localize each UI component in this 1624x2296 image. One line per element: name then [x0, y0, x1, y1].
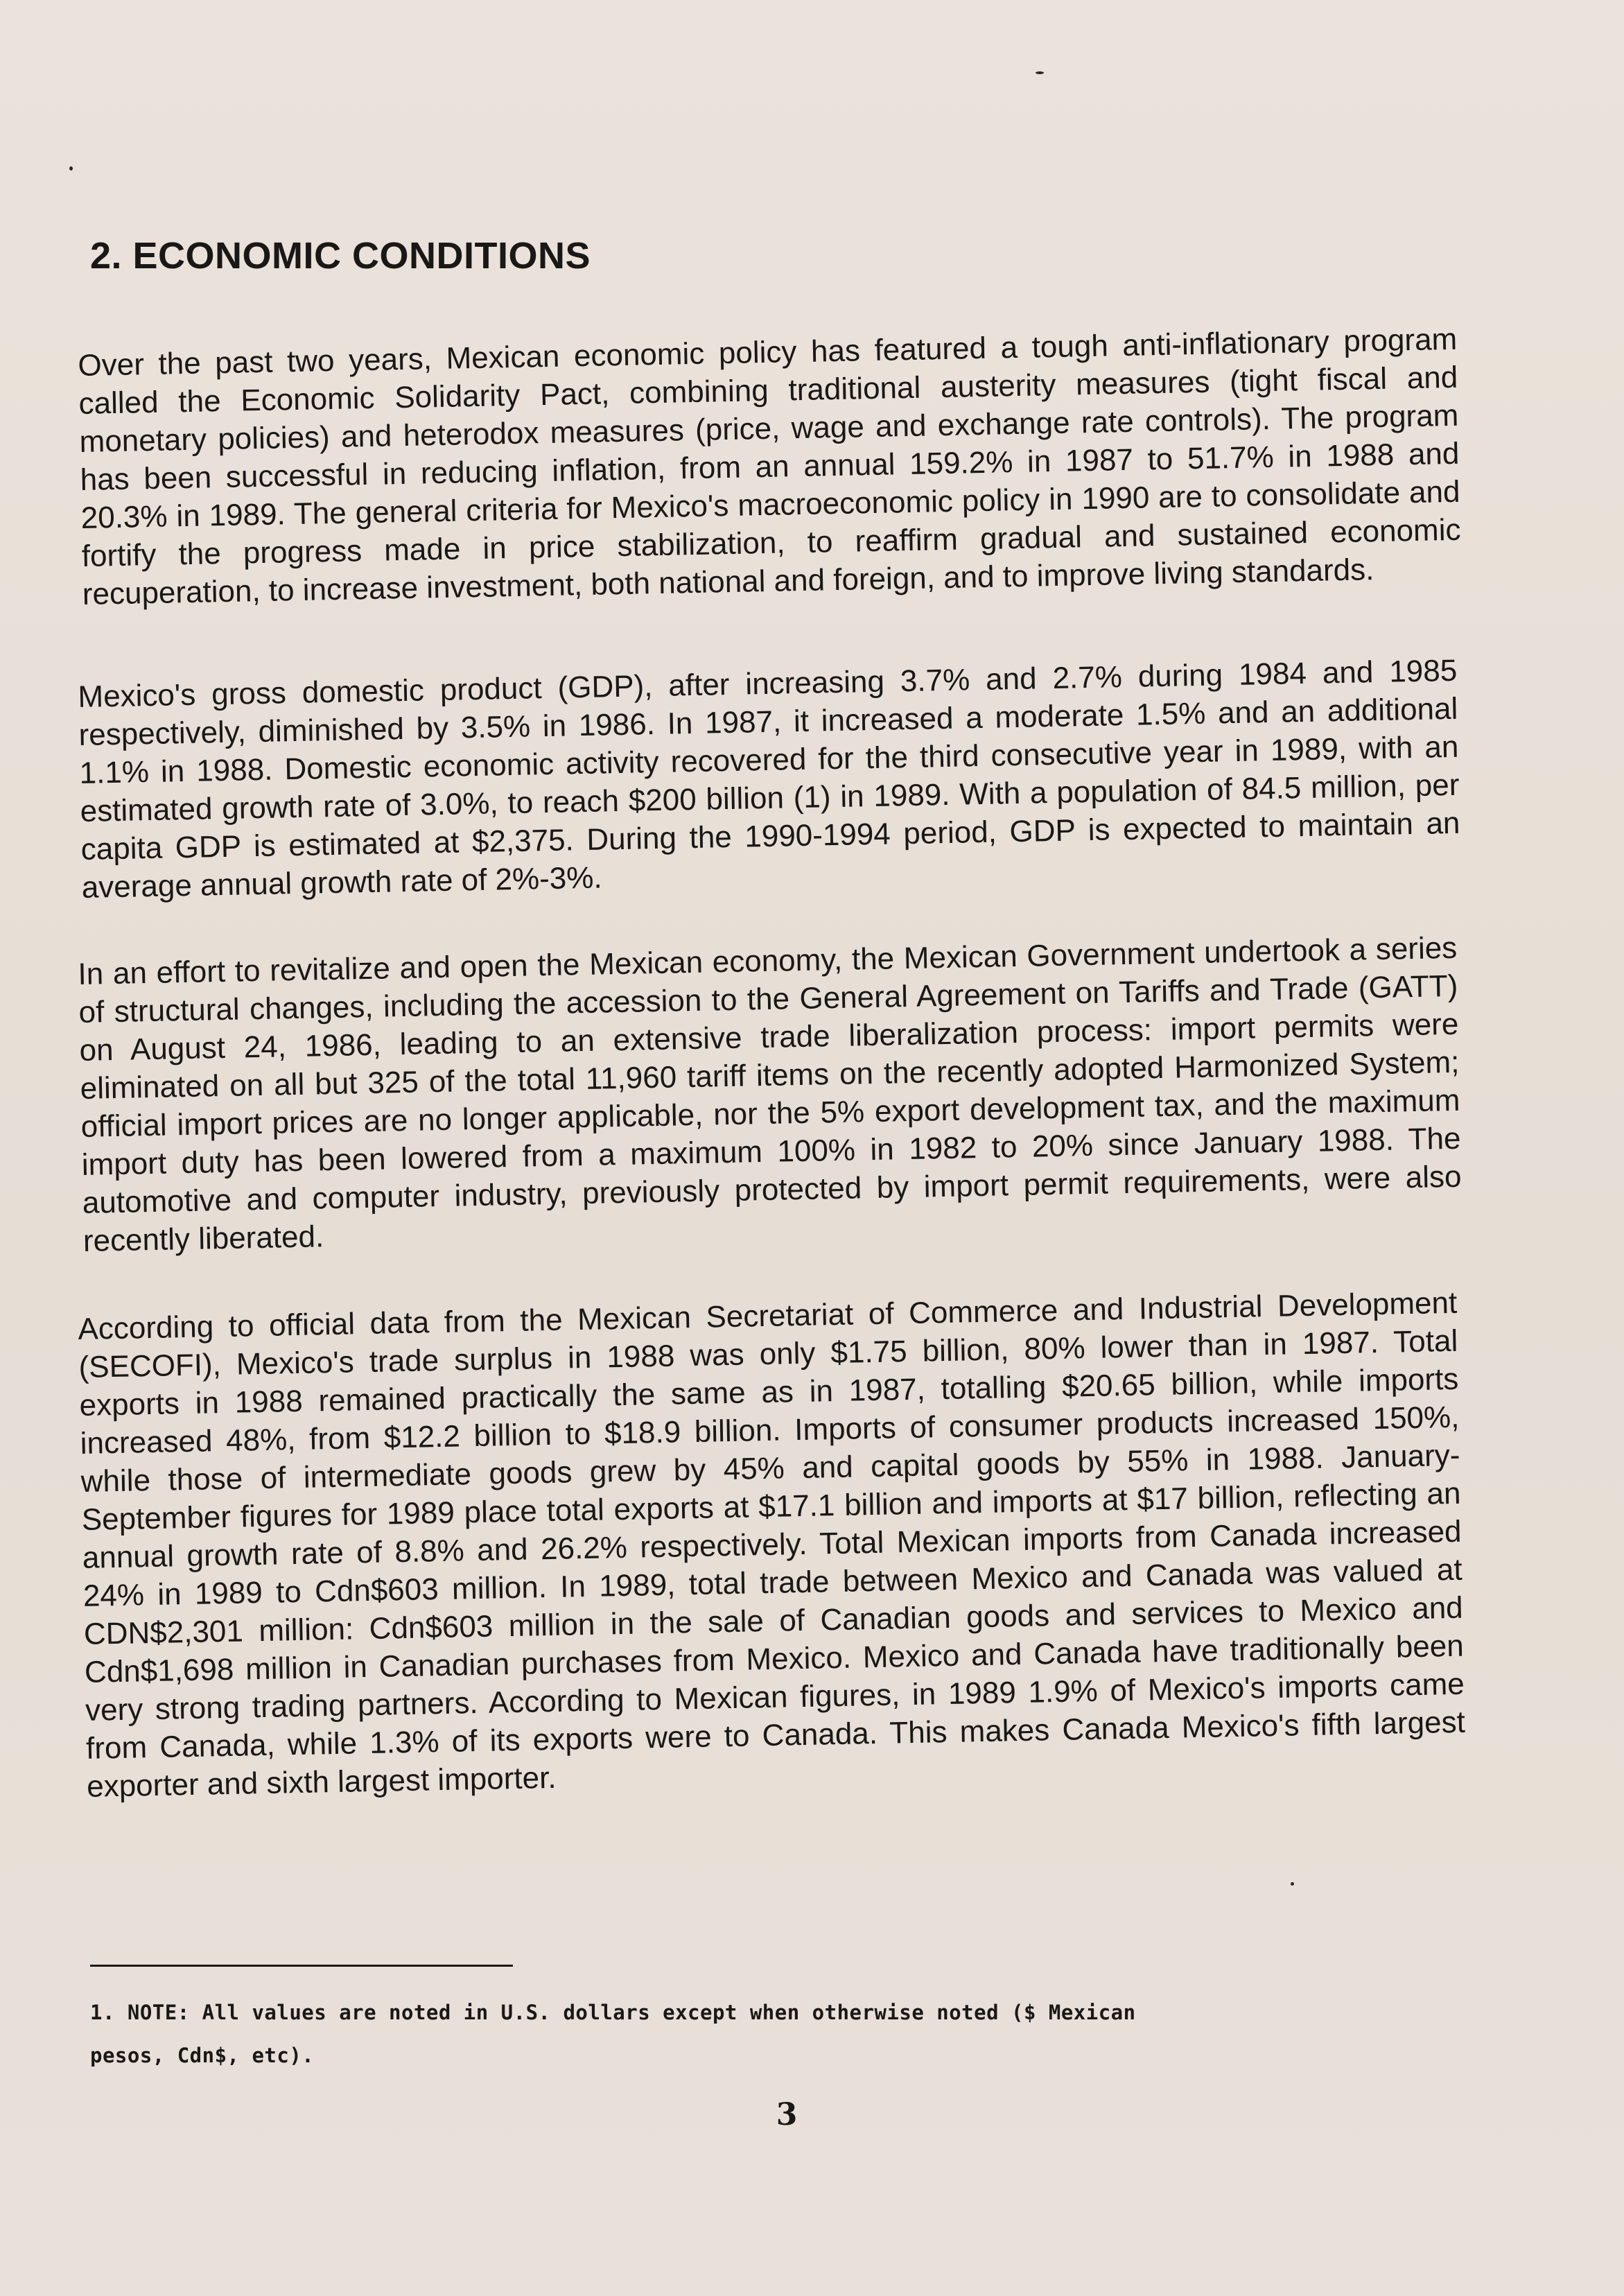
footnote-divider	[90, 1965, 513, 1967]
scan-speck	[69, 166, 73, 171]
footnote: 1. NOTE: All values are noted in U.S. dollars except when otherwise noted ($ Mexican pesos, Cdn$, etc).	[90, 2001, 1136, 2067]
paragraph-trade-balance: According to official data from the Mexican Secretariat of Commerce and Industrial Development (SECOFI), Mexico's trade surplus in 1988 was only $1.75 billion, 80% lower than in 1987. Total exports in 1988 remained practically the same as in 1987, totalling $20.65 billion, while imports increased 48%, from $12.2 billion to $18.9 billion. Imports of consumer products increased 150%, while those of intermediate goods grew by 45% and capital goods by 55% in 1988. January-September figures for 1989 place total exports at $17.1 billion and imports at $17 billion, reflecting an annual growth rate of 8.8% and 26.2% respectively. Total Mexican imports from Canada increased 24% in 1989 to Cdn$603 million. In 1989, total trade between Mexico and Canada was valued at CDN$2,301 million: Cdn$603 million in the sale of Canadian goods and services to Mexico and Cdn$1,698 million in Canadian purchases from Mexico. Mexico and Canada have traditionally been very strong trading partners. According to Mexican figures, in 1989 1.9% of Mexico's imports came from Canada, while 1.3% of its exports were to Canada. This makes Canada Mexico's fifth largest exporter and sixth largest importer.	[78, 1285, 1466, 1804]
paragraph-trade-liberalization: In an effort to revitalize and open the Mexican economy, the Mexican Government undertook a series of structural changes, including the accession to the General Agreement on Tariffs and Trade (GATT) on August 24, 1986, leading to an extensive trade liberalization process: import permits were eliminated on all but 325 of the total 11,960 tariff items on the recently adopted Harmonized System; official import prices are no longer applicable, nor the 5% export development tax, and the maximum import duty has been lowered from a maximum 100% in 1982 to 20% since January 1988. The automotive and computer industry, previously protected by import permit requirements, were also recently liberated.	[78, 930, 1462, 1258]
page-number: 3	[776, 2097, 798, 2132]
section-heading: 2. ECONOMIC CONDITIONS	[90, 235, 591, 277]
paragraph-gdp: Mexico's gross domestic product (GDP), after increasing 3.7% and 2.7% during 1984 and 1985 respectively, diminished by 3.5% in 1986. In 1987, it increased a moderate 1.5% and an additional 1.1% in 1988. Domestic economic activity recovered for the third consecutive year in 1989, with an estimated growth rate of 3.0%, to reach $200 billion (1) in 1989. With a population of 84.5 million, per capita GDP is estimated at $2,375. During the 1990-1994 period, GDP is expected to maintain an average annual growth rate of 2%-3%.	[78, 653, 1460, 905]
paragraph-inflation: Over the past two years, Mexican economic policy has featured a tough anti-inflationary program called the Economic Solidarity Pact, combining traditional austerity measures (tight fiscal and monetary policies) and heterodox measures (price, wage and exchange rate controls). The program has been successful in reducing inflation, from an annual 159.2% in 1987 to 51.7% in 1988 and 20.3% in 1989. The general criteria for Mexico's macroeconomic policy in 1990 are to consolidate and fortify the progress made in price stabilization, to reaffirm gradual and sustained economic recuperation, to increase investment, both national and foreign, and to improve living standards.	[78, 322, 1461, 611]
scan-speck	[1036, 71, 1044, 74]
scan-speck	[1291, 1882, 1294, 1886]
